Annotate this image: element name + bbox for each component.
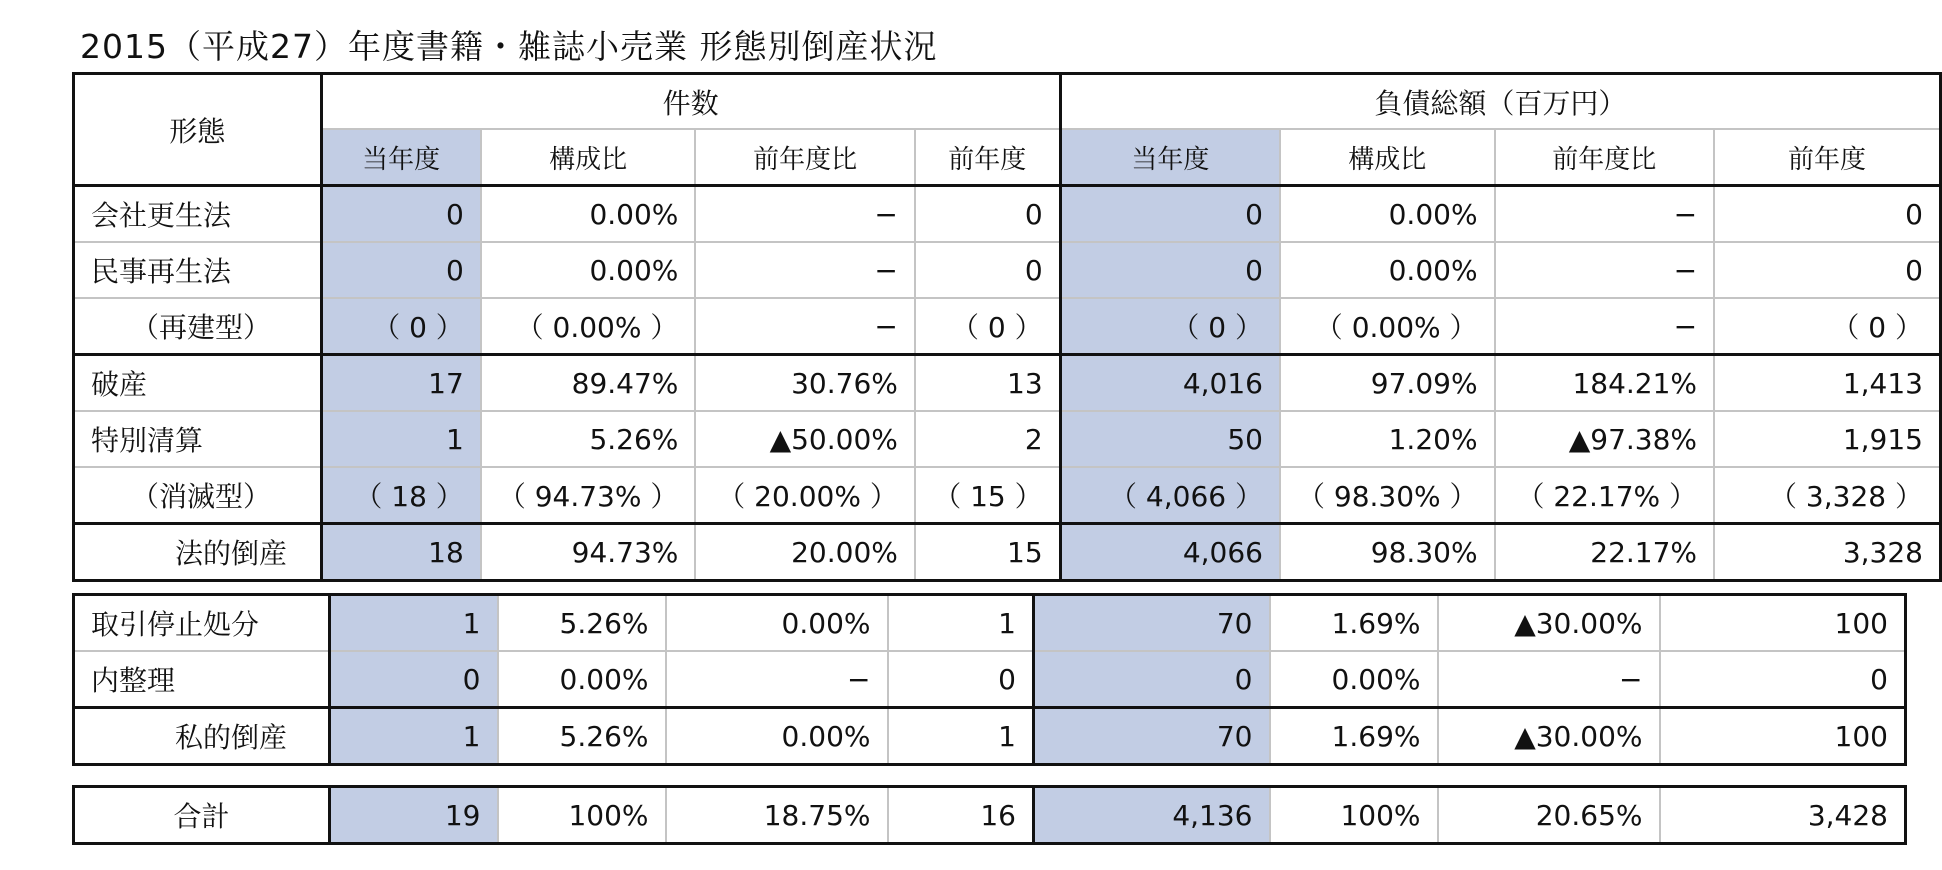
table-cell: 98.30%	[1280, 524, 1495, 581]
row-label: 内整理	[74, 651, 330, 708]
table-cell: 0	[321, 242, 481, 298]
bankruptcy-table-total	[72, 785, 1907, 845]
table-cell: 0	[1714, 186, 1940, 243]
table-cell: （ 0 ）	[915, 298, 1060, 355]
table-cell: 1.69%	[1270, 708, 1438, 765]
table-cell: 0	[1660, 651, 1906, 708]
bankruptcy-table-legal	[72, 72, 1942, 582]
table-cell: 0	[1034, 651, 1270, 708]
table-cell: −	[695, 186, 914, 243]
table-cell: 0	[321, 186, 481, 243]
table-row	[74, 467, 1941, 524]
table-cell: 3,428	[1660, 787, 1906, 844]
table-cell: 5.26%	[481, 411, 696, 467]
table-cell: −	[1495, 242, 1714, 298]
table-cell: 0	[1060, 242, 1280, 298]
table-cell: 0	[1714, 242, 1940, 298]
table-cell: 1	[321, 411, 481, 467]
table-cell: 20.00%	[695, 524, 914, 581]
table-cell: 1	[330, 595, 498, 652]
row-label: 特別清算	[74, 411, 322, 467]
table-cell: −	[666, 651, 888, 708]
table-cell: 4,136	[1034, 787, 1270, 844]
table-cell: 1.20%	[1280, 411, 1495, 467]
table-row	[74, 411, 1941, 467]
header-count-current: 当年度	[321, 129, 481, 186]
table-cell: （ 22.17% ）	[1495, 467, 1714, 524]
header-count-ratio: 構成比	[481, 129, 696, 186]
table-cell: −	[1495, 186, 1714, 243]
row-label: 破産	[74, 355, 322, 412]
row-label: （再建型）	[74, 298, 322, 355]
header-form: 形態	[74, 74, 322, 186]
row-label: （消滅型）	[74, 467, 322, 524]
table-cell: 0.00%	[1270, 651, 1438, 708]
row-label: 取引停止処分	[74, 595, 330, 652]
table-row	[74, 787, 1906, 844]
row-label: 民事再生法	[74, 242, 322, 298]
table-cell: （ 0 ）	[1060, 298, 1280, 355]
table-row	[74, 708, 1906, 765]
table-cell: （ 4,066 ）	[1060, 467, 1280, 524]
table-cell: 20.65%	[1438, 787, 1660, 844]
table-cell: 0	[888, 651, 1034, 708]
table-row	[74, 651, 1906, 708]
table-cell: 18	[321, 524, 481, 581]
table-cell: 4,016	[1060, 355, 1280, 412]
table-cell: 0.00%	[481, 186, 696, 243]
table-cell: 16	[888, 787, 1034, 844]
table-row	[74, 595, 1906, 652]
table-cell: 0.00%	[666, 595, 888, 652]
table-cell: 89.47%	[481, 355, 696, 412]
table-row	[74, 355, 1941, 412]
table-cell: 1.69%	[1270, 595, 1438, 652]
table-cell: 4,066	[1060, 524, 1280, 581]
table-cell: 97.09%	[1280, 355, 1495, 412]
header-debt-group: 負債総額（百万円）	[1060, 74, 1940, 130]
bankruptcy-table-private	[72, 593, 1907, 766]
table-cell: 0	[1060, 186, 1280, 243]
table-cell: （ 18 ）	[321, 467, 481, 524]
table-cell: 0.00%	[666, 708, 888, 765]
row-label: 会社更生法	[74, 186, 322, 243]
table-cell: 13	[915, 355, 1060, 412]
table-cell: 100	[1660, 595, 1906, 652]
header-count-group: 件数	[321, 74, 1060, 130]
table-row	[74, 298, 1941, 355]
table-cell: 1	[888, 595, 1034, 652]
table-cell: 100%	[498, 787, 666, 844]
table-cell: 0	[330, 651, 498, 708]
table-cell: 15	[915, 524, 1060, 581]
table-cell: 22.17%	[1495, 524, 1714, 581]
page-title: 2015（平成27）年度書籍・雑誌小売業 形態別倒産状況	[80, 27, 938, 66]
table-cell: （ 15 ）	[915, 467, 1060, 524]
row-label: 法的倒産	[74, 524, 322, 581]
table-cell: ▲50.00%	[695, 411, 914, 467]
table-cell: （ 0 ）	[321, 298, 481, 355]
table-cell: （ 94.73% ）	[481, 467, 696, 524]
table-cell: 70	[1034, 595, 1270, 652]
table-row	[74, 186, 1941, 243]
header-debt-prev: 前年度	[1714, 129, 1940, 186]
table-cell: 0.00%	[1280, 242, 1495, 298]
table-cell: 100	[1660, 708, 1906, 765]
header-count-prev: 前年度	[915, 129, 1060, 186]
table-cell: 30.76%	[695, 355, 914, 412]
table-cell: 1,915	[1714, 411, 1940, 467]
table-cell: 0.00%	[1280, 186, 1495, 243]
table-cell: （ 0 ）	[1714, 298, 1940, 355]
table-row	[74, 524, 1941, 581]
header-debt-yoy: 前年度比	[1495, 129, 1714, 186]
table-cell: 184.21%	[1495, 355, 1714, 412]
table-cell: 0.00%	[481, 242, 696, 298]
table-cell: 0.00%	[498, 651, 666, 708]
table-cell: ▲97.38%	[1495, 411, 1714, 467]
table-cell: 17	[321, 355, 481, 412]
table-cell: 1	[888, 708, 1034, 765]
table-cell: 1	[330, 708, 498, 765]
table-cell: 5.26%	[498, 708, 666, 765]
table-cell: −	[1438, 651, 1660, 708]
table-cell: −	[695, 242, 914, 298]
table-cell: 5.26%	[498, 595, 666, 652]
header-count-yoy: 前年度比	[695, 129, 914, 186]
table-cell: 70	[1034, 708, 1270, 765]
table-cell: 94.73%	[481, 524, 696, 581]
header-debt-current: 当年度	[1060, 129, 1280, 186]
table-cell: 0	[915, 186, 1060, 243]
table-cell: （ 0.00% ）	[1280, 298, 1495, 355]
table-cell: 50	[1060, 411, 1280, 467]
table-cell: ▲30.00%	[1438, 595, 1660, 652]
table-row	[74, 242, 1941, 298]
table-cell: −	[1495, 298, 1714, 355]
table-cell: 2	[915, 411, 1060, 467]
table-cell: −	[695, 298, 914, 355]
table-cell: 100%	[1270, 787, 1438, 844]
table-cell: 18.75%	[666, 787, 888, 844]
header-debt-ratio: 構成比	[1280, 129, 1495, 186]
table-cell: 3,328	[1714, 524, 1940, 581]
table-cell: 1,413	[1714, 355, 1940, 412]
row-label: 合計	[74, 787, 330, 844]
table-cell: （ 0.00% ）	[481, 298, 696, 355]
table-cell: 19	[330, 787, 498, 844]
row-label: 私的倒産	[74, 708, 330, 765]
table-cell: （ 3,328 ）	[1714, 467, 1940, 524]
table-cell: （ 20.00% ）	[695, 467, 914, 524]
table-cell: （ 98.30% ）	[1280, 467, 1495, 524]
table-cell: ▲30.00%	[1438, 708, 1660, 765]
table-cell: 0	[915, 242, 1060, 298]
